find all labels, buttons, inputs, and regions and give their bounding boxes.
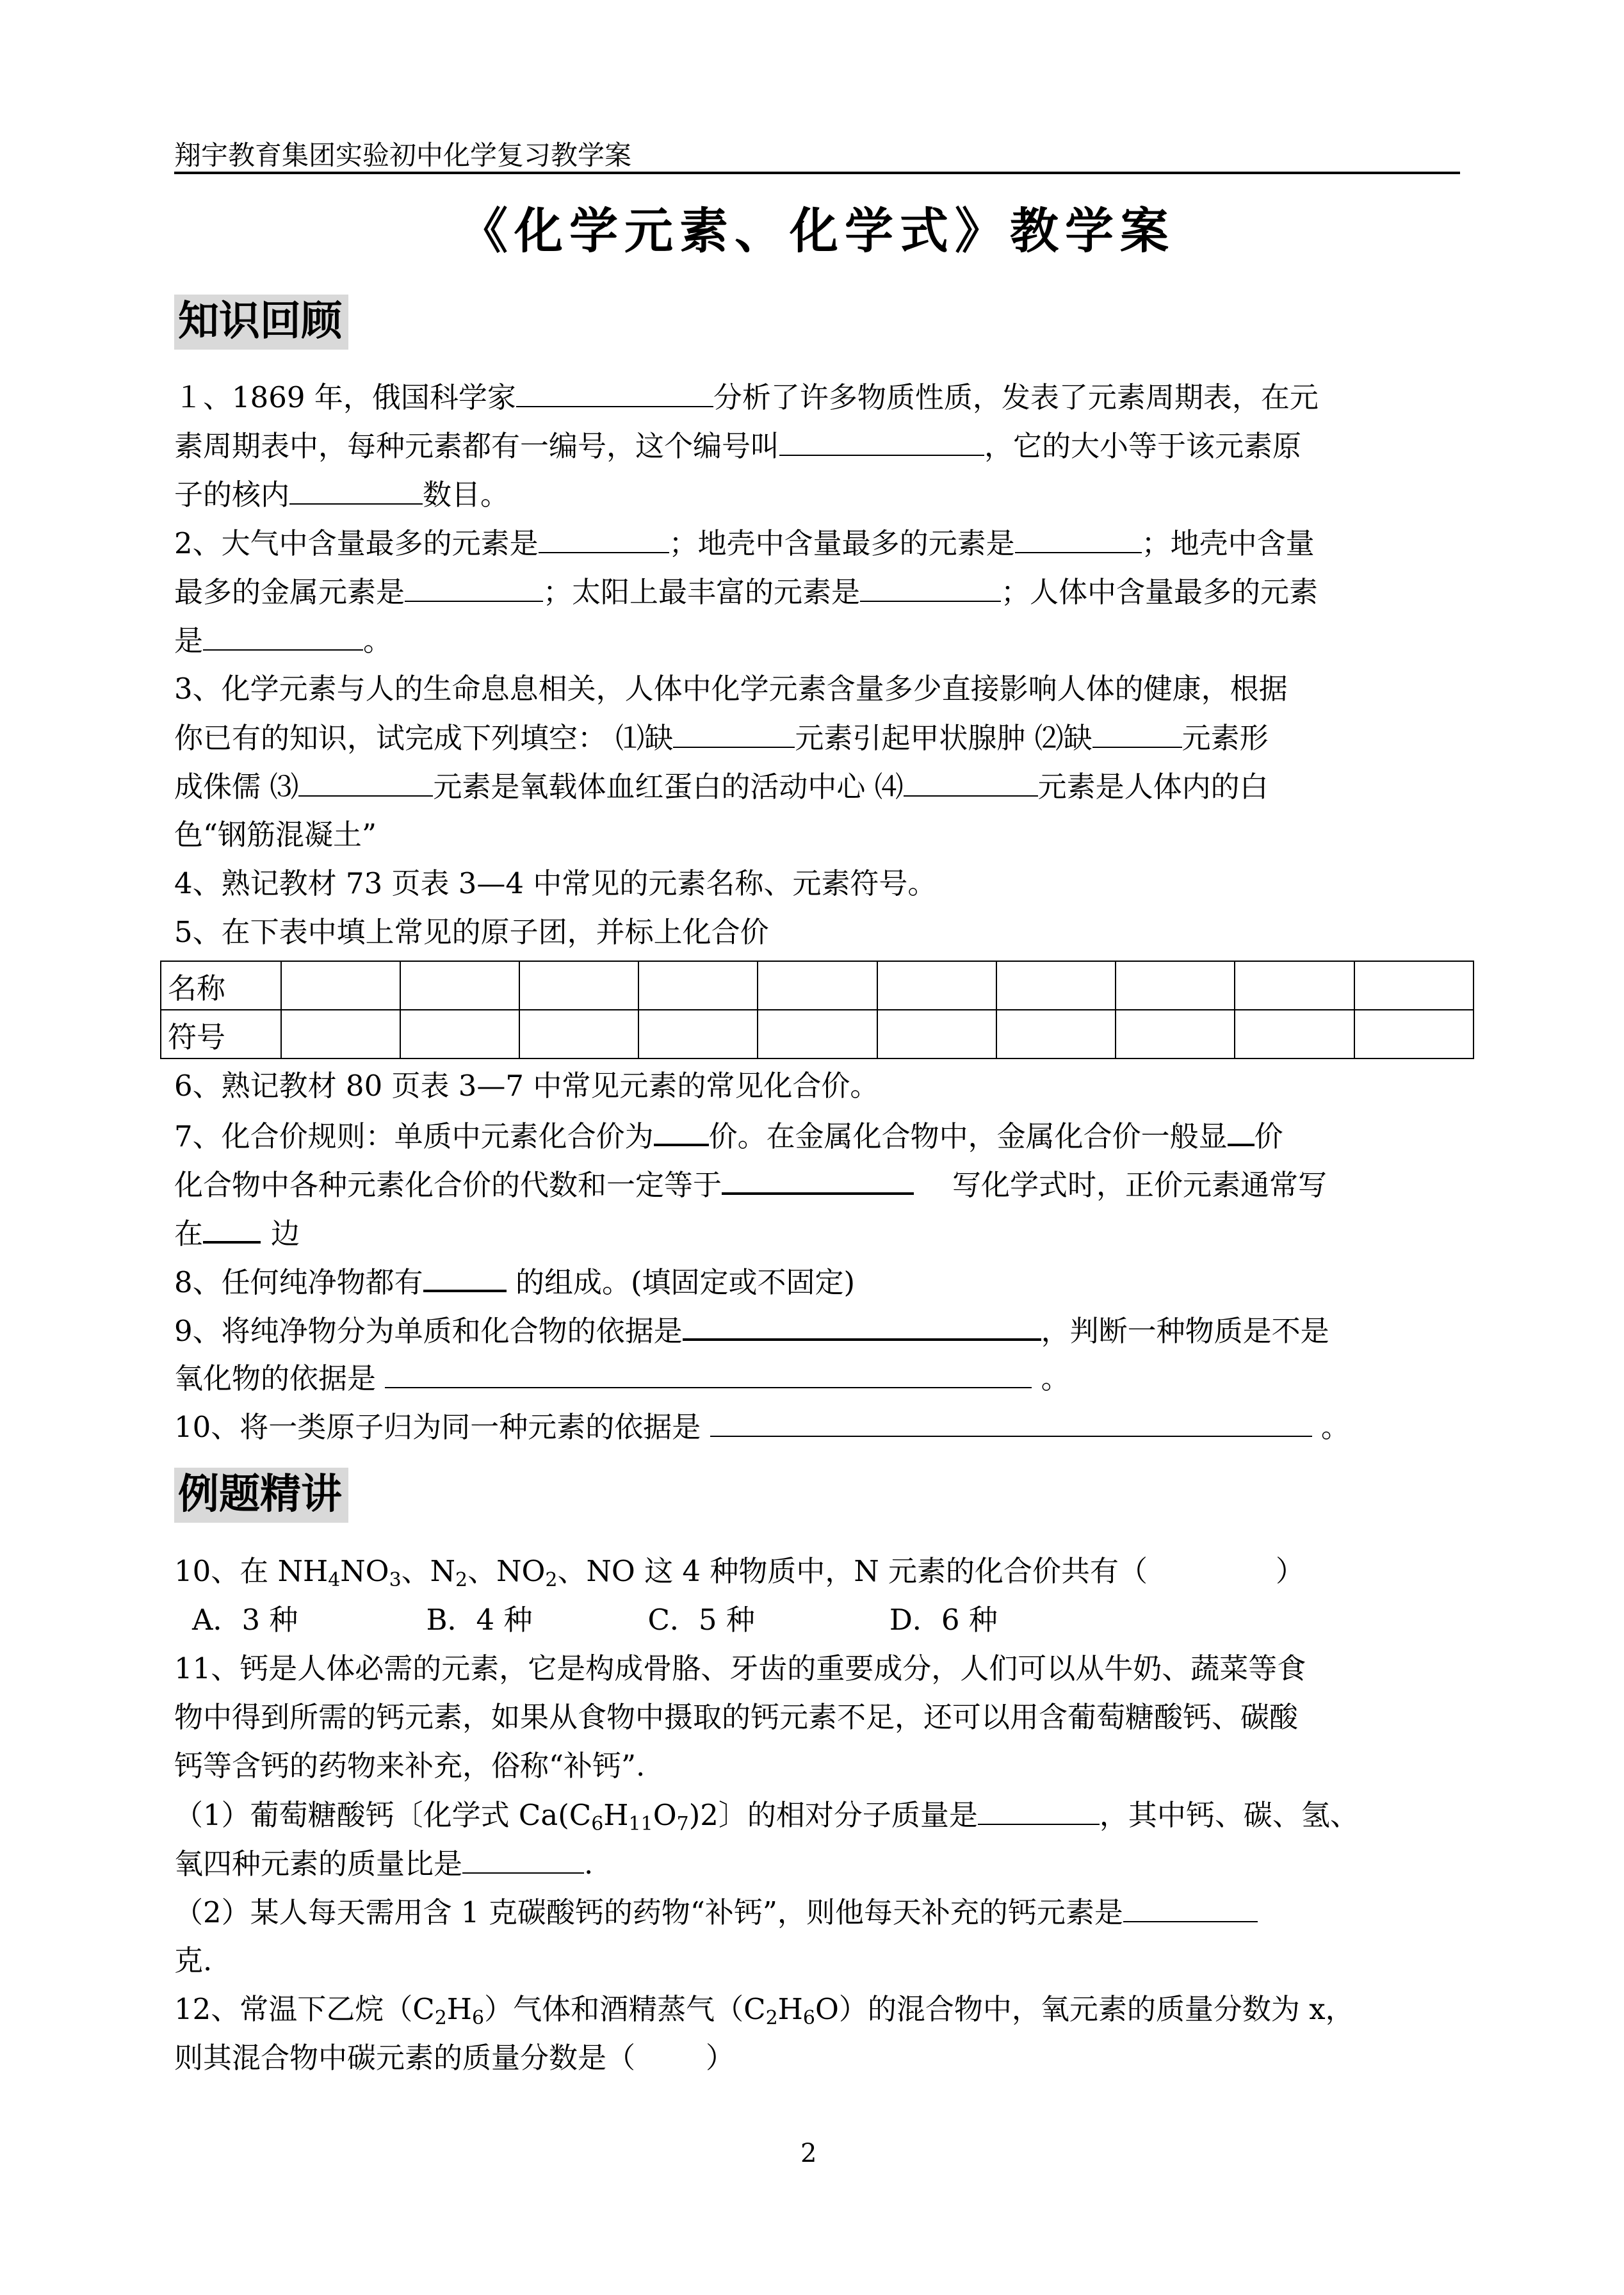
table-cell[interactable] — [281, 961, 400, 1010]
table-cell[interactable] — [758, 961, 877, 1010]
review-q1-line1: １、1869 年，俄国科学家 分析了许多物质性质，发表了元素周期表，在元 — [174, 378, 1319, 417]
blank[interactable] — [1092, 718, 1182, 748]
option-a[interactable]: A．3 种 — [192, 1603, 298, 1637]
example-q12-line2: 则其混合物中碳元素的质量分数是（ ） — [174, 2041, 735, 2075]
blank[interactable] — [385, 1359, 1032, 1388]
blank[interactable] — [860, 572, 1001, 602]
example-q11-part2-line1: （2）某人每天需用含 1 克碳酸钙的药物“补钙”，则他每天补充的钙元素是 — [174, 1893, 1258, 1932]
blank[interactable] — [683, 1310, 1041, 1341]
review-q3-line1: 3、化学元素与人的生命息息相关，人体中化学元素含量多少直接影响人体的健康，根据 — [174, 672, 1288, 706]
review-q6: 6、熟记教材 80 页表 3—7 中常见元素的常见化合价。 — [174, 1069, 879, 1103]
review-q4: 4、熟记教材 73 页表 3—4 中常见的元素名称、元素符号。 — [174, 866, 937, 900]
example-q12-line1: 12、常温下乙烷$(C_2H_6)$气体和酒精蒸气$(C_2H_6O)$的混合物中，氧元素的质量分数为 x， — [174, 1992, 1354, 2029]
review-q1-line3: 子的核内 数目。 — [174, 475, 509, 514]
example-q11-line3: 钙等含钙的药物来补充，俗称“补钙”. — [174, 1749, 646, 1783]
blank[interactable] — [423, 1261, 507, 1292]
table-cell[interactable] — [400, 961, 519, 1010]
radical-table — [160, 961, 1474, 1059]
review-q3-line4: 色“钢筋混凝土” — [174, 818, 377, 852]
blank[interactable] — [516, 378, 713, 407]
table-cell[interactable] — [758, 1010, 877, 1058]
table-cell[interactable] — [1354, 1010, 1474, 1058]
table-cell[interactable] — [877, 961, 996, 1010]
table-cell[interactable] — [638, 961, 758, 1010]
blank[interactable] — [203, 1213, 261, 1244]
example-q10-options — [192, 1601, 998, 1639]
review-q2-line1: 2、大气中含量最多的元素是 ；地壳中含量最多的元素是 ；地壳中含量 — [174, 524, 1315, 563]
blank[interactable] — [722, 1164, 914, 1195]
blank[interactable] — [203, 621, 363, 651]
review-q9-line2: 氧化物的依据是 。 — [174, 1359, 1070, 1398]
blank[interactable] — [654, 1115, 709, 1146]
table-header-symbol: 符号 — [161, 1010, 281, 1058]
table-cell[interactable] — [519, 961, 638, 1010]
blank[interactable] — [904, 767, 1038, 797]
option-c[interactable]: C．5 种 — [647, 1603, 755, 1637]
table-cell[interactable] — [519, 1010, 638, 1058]
table-row — [161, 961, 1474, 1010]
blank[interactable] — [539, 524, 669, 553]
table-cell[interactable] — [400, 1010, 519, 1058]
review-q8: 8、任何纯净物都有 的组成。(填固定或不固定) — [174, 1261, 855, 1302]
review-q7-line1: 7、化合价规则：单质中元素化合价为 价。在金属化合物中，金属化合价一般显 价 — [174, 1115, 1283, 1156]
header-rule — [174, 172, 1460, 174]
option-b[interactable]: B．4 种 — [426, 1603, 533, 1637]
review-q5: 5、在下表中填上常见的原子团，并标上化合价 — [174, 915, 769, 949]
table-cell[interactable] — [1354, 961, 1474, 1010]
review-q1-line2: 素周期表中，每种元素都有一编号，这个编号叫 ，它的大小等于该元素原 — [174, 426, 1301, 466]
review-q2-line2: 最多的金属元素是 ；太阳上最丰富的元素是 ；人体中含量最多的元素 — [174, 572, 1318, 612]
review-q7-line2: 化合物中各种元素化合价的代数和一定等于 写化学式时，正价元素通常写 — [174, 1164, 1327, 1204]
review-q2-line3: 是 。 — [174, 621, 392, 660]
table-cell[interactable] — [877, 1010, 996, 1058]
table-row — [161, 1010, 1474, 1058]
section-knowledge-review: 知识回顾 — [174, 295, 348, 350]
example-q11-part2-line2: 克. — [174, 1943, 213, 1977]
page-header: 翔宇教育集团实验初中化学复习教学案 — [174, 140, 632, 171]
table-cell[interactable] — [1235, 1010, 1354, 1058]
example-q11-part1-line1: （1）葡萄糖酸钙〔化学式 $Ca(C_6H_{11}O_7)2$〕的相对分子质量是 ，其中钙、碳、氢、 — [174, 1796, 1359, 1835]
blank[interactable] — [298, 767, 433, 797]
blank[interactable] — [1228, 1115, 1255, 1146]
table-header-name: 名称 — [161, 961, 281, 1010]
section-examples: 例题精讲 — [174, 1468, 348, 1523]
page-number: 2 — [800, 2139, 817, 2168]
blank[interactable] — [405, 572, 543, 602]
blank[interactable] — [673, 718, 795, 748]
table-cell[interactable] — [996, 961, 1116, 1010]
example-q11-line1: 11、钙是人体必需的元素，它是构成骨胳、牙齿的重要成分，人们可以从牛奶、蔬菜等食 — [174, 1651, 1306, 1685]
review-q3-line3: 成侏儒 ⑶ 元素是氧载体血红蛋白的活动中心 ⑷ 元素是人体内的白 — [174, 767, 1269, 806]
blank[interactable] — [978, 1796, 1100, 1825]
review-q3-line2: 你已有的知识，试完成下列填空： ⑴缺 元素引起甲状腺肿 ⑵缺 元素形 — [174, 718, 1269, 758]
table-cell[interactable] — [1235, 961, 1354, 1010]
example-q11-part1-line2: 氧四种元素的质量比是 . — [174, 1844, 593, 1883]
table-cell[interactable] — [1116, 1010, 1235, 1058]
blank[interactable] — [1015, 524, 1142, 553]
table-cell[interactable] — [996, 1010, 1116, 1058]
table-cell[interactable] — [638, 1010, 758, 1058]
blank[interactable] — [1123, 1893, 1258, 1922]
blank[interactable] — [710, 1407, 1312, 1437]
blank[interactable] — [462, 1844, 584, 1874]
review-q9-line1: 9、将纯净物分为单质和化合物的依据是 ，判断一种物质是不是 — [174, 1310, 1329, 1350]
blank[interactable] — [289, 475, 423, 505]
example-q11-line2: 物中得到所需的钙元素，如果从食物中摄取的钙元素不足，还可以用含葡萄糖酸钙、碳酸 — [174, 1700, 1299, 1734]
blank[interactable] — [779, 426, 984, 456]
table-cell[interactable] — [1116, 961, 1235, 1010]
page-title: 《化学元素、化学式》教学案 — [459, 202, 1175, 259]
review-q7-line3: 在 边 — [174, 1213, 300, 1253]
table-cell[interactable] — [281, 1010, 400, 1058]
review-q10: 10、将一类原子归为同一种元素的依据是 。 — [174, 1407, 1350, 1447]
example-q10: 10、在 $NH_4NO_3$、$N_2$、$NO_2$、NO 这 4 种物质中，N 元素的化合价共有（ ） — [174, 1554, 1305, 1591]
option-d[interactable]: D．6 种 — [889, 1603, 998, 1637]
